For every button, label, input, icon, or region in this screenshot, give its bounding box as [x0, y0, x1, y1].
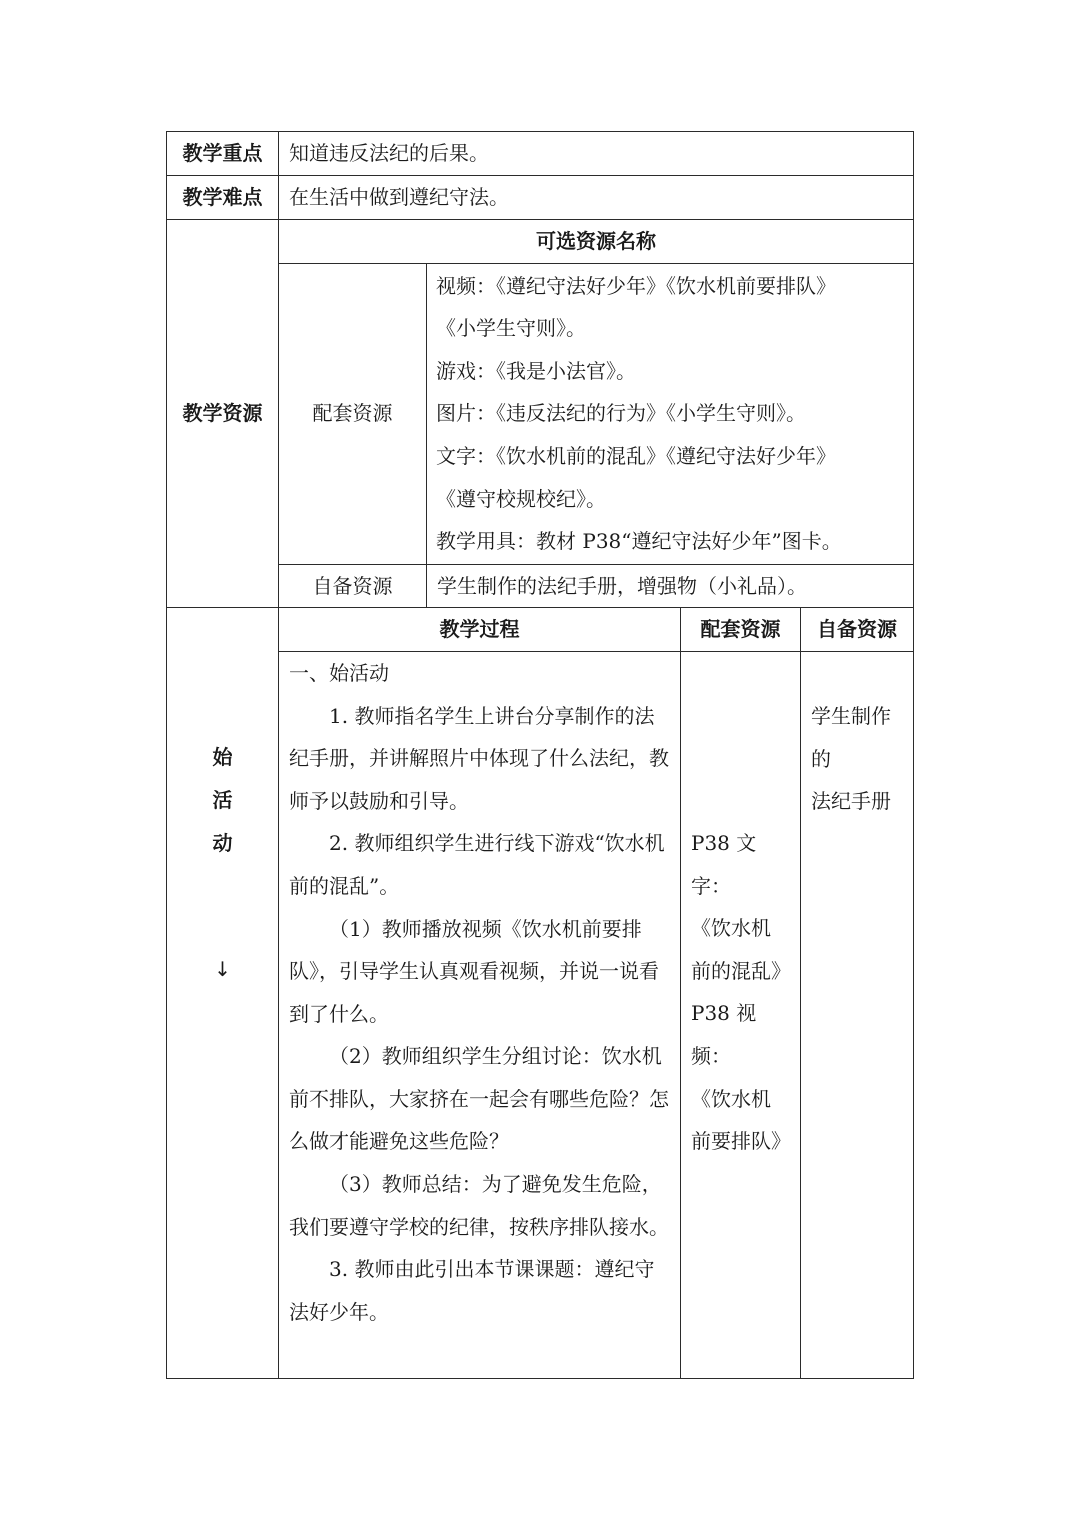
resource-line: 文字：《饮水机前的混乱》《遵纪守法好少年》 [436, 443, 836, 468]
down-arrow-icon: ↓ [214, 957, 231, 982]
matched-resource-line: 前的混乱》 [691, 958, 791, 983]
process-heading: 一、始活动 [289, 660, 389, 685]
process-header: 教学过程 [279, 608, 681, 652]
stage-char: 动 [212, 830, 233, 855]
difficult-point-row [167, 176, 914, 220]
process-content-row [167, 651, 914, 1379]
process-paragraph: （1）教师播放视频《饮水机前要排队》，引导学生认真观看视频，并说一说看到了什么。 [289, 916, 659, 1026]
process-paragraph: 2. 教师组织学生进行线下游戏“饮水机前的混乱”。 [289, 831, 665, 898]
matched-resources-list [427, 263, 914, 564]
process-paragraph: （2）教师组织学生分组讨论：饮水机前不排队，大家挤在一起会有哪些危险？怎么做才能避免这些危险？ [289, 1044, 669, 1154]
matched-resource-line: P38 文字： [691, 830, 757, 898]
self-resource-line: 学生制作的 [811, 703, 891, 771]
self-resources-value: 学生制作的法纪手册，增强物（小礼品）。 [427, 564, 914, 608]
resources-label: 教学资源 [167, 219, 279, 608]
matched-resource-line: 《饮水机 [691, 916, 771, 941]
key-point-label: 教学重点 [167, 132, 279, 176]
self-header: 自备资源 [801, 608, 914, 652]
difficult-point-value: 在生活中做到遵纪守法。 [279, 176, 914, 220]
process-paragraph: 1. 教师指名学生上讲台分享制作的法纪手册，并讲解照片中体现了什么法纪，教师予以鼓励和引导。 [289, 703, 669, 813]
self-resource-line: 法纪手册 [811, 789, 891, 814]
matched-resource-line: 《饮水机 [691, 1086, 771, 1111]
resources-header: 可选资源名称 [279, 219, 914, 263]
process-self-resources [801, 651, 914, 1379]
matched-resource-line: P38 视频： [691, 1001, 757, 1068]
stage-char: 活 [212, 787, 233, 812]
matched-resources-label: 配套资源 [279, 263, 427, 564]
resources-header-row [167, 219, 914, 263]
self-resources-row [167, 564, 914, 608]
process-content [279, 651, 681, 1379]
key-point-value: 知道违反法纪的后果。 [279, 132, 914, 176]
matched-resource-line: 前要排队》 [691, 1129, 791, 1154]
process-paragraph: 3. 教师由此引出本节课课题：遵纪守法好少年。 [289, 1257, 655, 1324]
resource-line: 教学用具：教材 P38“遵纪守法好少年”图卡。 [436, 529, 842, 554]
lesson-plan-table [166, 131, 914, 1379]
process-header-row [167, 608, 914, 652]
resource-line: 图片：《违反法纪的行为》《小学生守则》。 [436, 401, 806, 426]
matched-resources-row [167, 263, 914, 564]
self-resources-label: 自备资源 [279, 564, 427, 608]
resource-line: 《小学生守则》。 [436, 316, 586, 341]
resource-line: 游戏：《我是小法官》。 [436, 358, 636, 383]
matched-header: 配套资源 [681, 608, 801, 652]
process-paragraph: （3）教师总结：为了避免发生危险，我们要遵守学校的纪律，按秩序排队接水。 [289, 1172, 669, 1239]
process-matched-resources [681, 651, 801, 1379]
key-point-row [167, 132, 914, 176]
resource-line: 《遵守校规校纪》。 [436, 486, 606, 511]
stage-char: 始 [212, 745, 233, 770]
stage-label [167, 608, 279, 1379]
difficult-point-label: 教学难点 [167, 176, 279, 220]
resource-line: 视频：《遵纪守法好少年》《饮水机前要排队》 [436, 273, 836, 298]
